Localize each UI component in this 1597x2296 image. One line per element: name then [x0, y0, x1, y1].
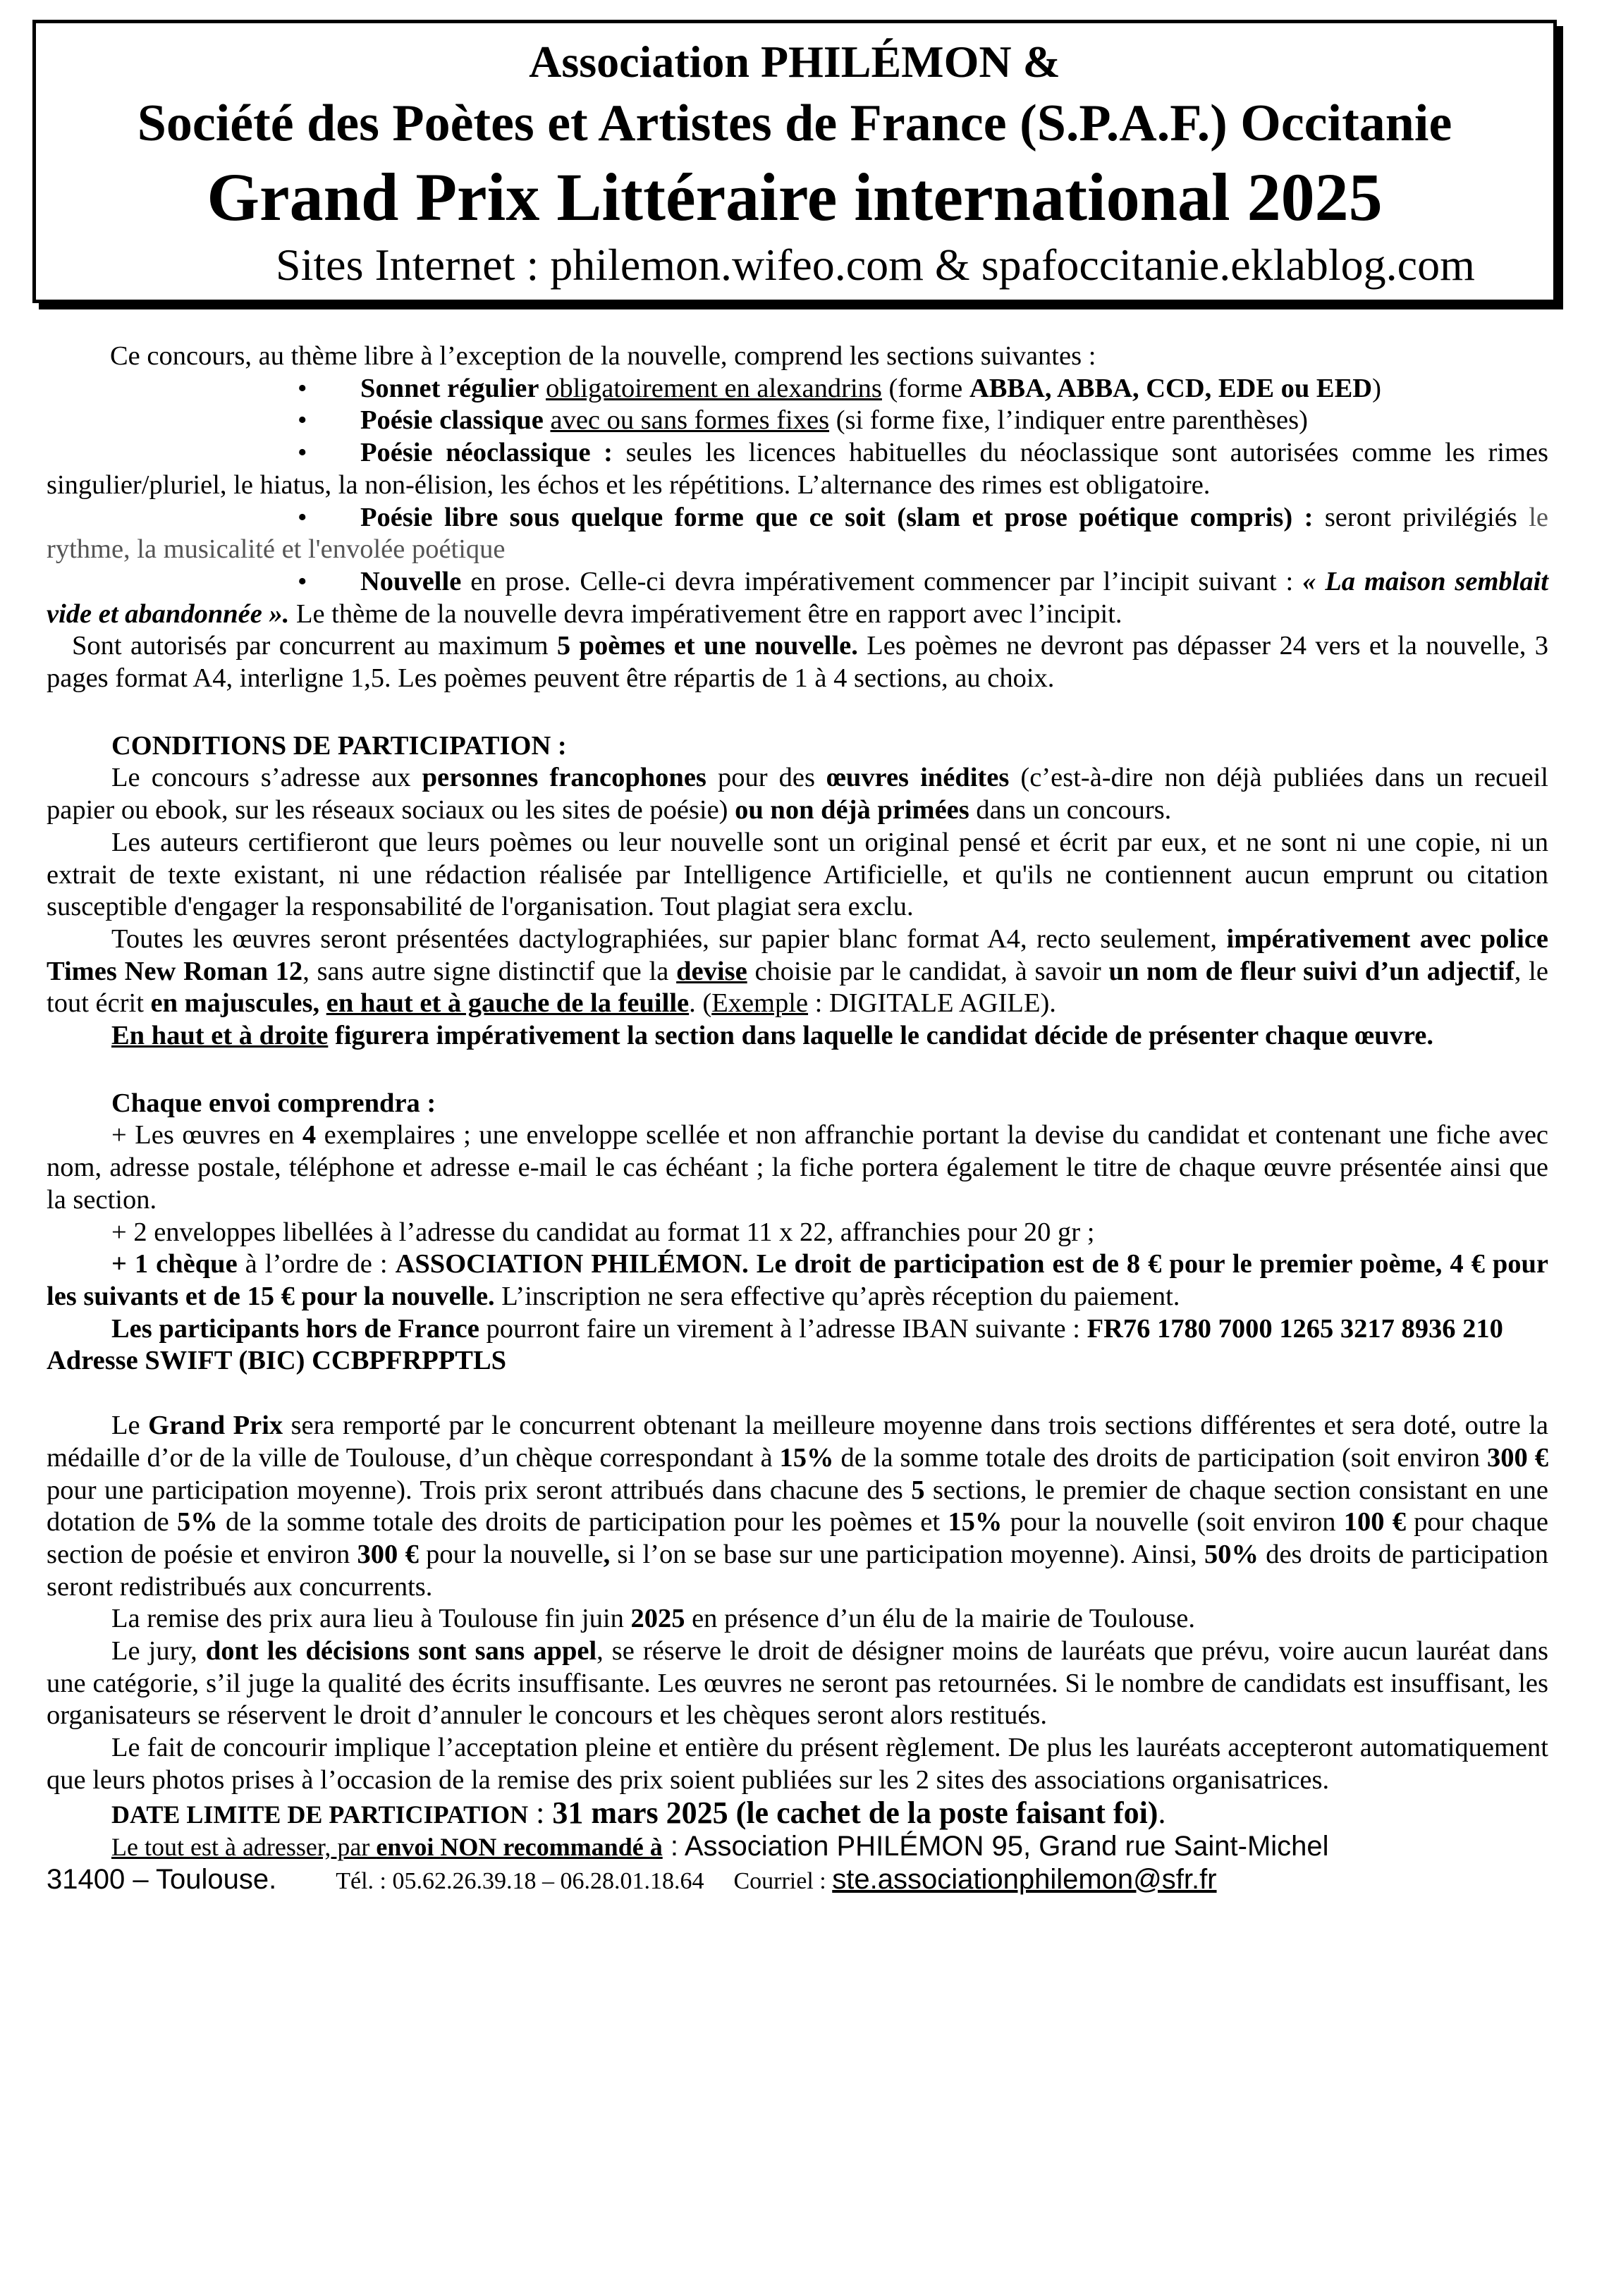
prix-b1: Grand Prix — [148, 1411, 283, 1441]
cond-p3-exemple: Exemple — [711, 988, 809, 1019]
header-association: Association PHILÉMON & — [529, 37, 1060, 87]
prix-t5: sections, le premier de chaque section consistant en une dotation de — [47, 1475, 1548, 1537]
adresse-association: : Association PHILÉMON 95, Grand rue Saint-Michel — [662, 1831, 1329, 1862]
cond-p1-b2: œuvres inédites — [826, 763, 1010, 793]
header-sites: Sites Internet : philemon.wifeo.com & spafoccitanie.eklablog.com — [276, 240, 1475, 290]
sonnet-form: ABBA, ABBA, CCD, EDE ou EED — [969, 373, 1373, 403]
prix-t11: des droits de participation seront redistribués aux concurrents. — [47, 1539, 1548, 1602]
header-spaf: Société des Poètes et Artistes de France (S.P.A.F.) Occitanie — [137, 94, 1452, 152]
prix-p2-t1: La remise des prix aura lieu à Toulouse fin juin — [111, 1604, 631, 1634]
prix-t4: pour une participation moyenne). Trois prix seront attribués dans chacune des — [47, 1475, 912, 1505]
date-limite-sep: : — [528, 1795, 553, 1830]
prix-b8: 300 € — [357, 1539, 419, 1569]
email-link[interactable]: ste.associationphilemon@sfr.fr — [832, 1863, 1217, 1895]
adresse-intro: Le tout est à adresser, par — [111, 1833, 377, 1862]
conditions-p1 — [47, 762, 1548, 826]
date-limite — [47, 1797, 1548, 1831]
prix-t8: pour chaque section de poésie et environ — [47, 1507, 1548, 1569]
prix-p3 — [47, 1635, 1548, 1732]
bullet-icon: • — [298, 566, 307, 596]
conditions-title: CONDITIONS DE PARTICIPATION : — [111, 730, 567, 761]
section-neoclassique — [47, 437, 1548, 501]
sonnet-title: Sonnet régulier — [360, 373, 539, 403]
prix-t6: de la somme totale des droits de participation pour les poèmes et — [217, 1507, 948, 1537]
date-limite-label: DATE LIMITE DE PARTICIPATION — [111, 1800, 529, 1829]
header-grand-prix: Grand Prix Littéraire international 2025 — [207, 159, 1383, 235]
sonnet-rule: obligatoirement en alexandrins — [546, 373, 882, 403]
nouvelle-title: Nouvelle — [360, 566, 462, 596]
incipit-part-2: maison semblait vide et abandonnée ». — [47, 566, 1548, 629]
adresse-courriel-label: Courriel : — [733, 1867, 833, 1894]
prix-b6: 15% — [948, 1507, 1003, 1537]
cond-p3-t6: : DIGITALE AGILE). — [808, 988, 1056, 1019]
prix-b4: 5 — [911, 1475, 925, 1505]
conditions-p4 — [47, 1020, 1548, 1052]
cond-p3-t2: , sans autre signe distinctif que la — [302, 956, 677, 986]
conditions-p2: Les auteurs certifieront que leurs poèmes ou leur nouvelle sont un original pensé et écrit par eux, et ne sont ni une copie, ni un extrait de texte existant, ni une rédaction réalisée par Intelligence Artificielle, et qu'ils ne contiennent aucun emprunt ou citation susceptible d'engager la responsabilité de l'organisation. Tout plagiat sera exclu. — [47, 827, 1548, 922]
prix-p3-t2: , se réserve le droit de désigner moins de lauréats que prévu, voire aucun lauréat dans une catégorie, s’il juge la qualité des écrits insuffisante. Les œuvres ne seront pas retournées. Si le nombre de candidats est insuffisant, les organisateurs se réservent le droit d’annuler le concours et les chèques seront alors restitués. — [47, 1636, 1548, 1731]
cond-p4-text: figurera impérativement la section dans laquelle le candidat décide de présenter chaque œuvre. — [328, 1021, 1433, 1051]
cond-p3-t5: . ( — [689, 988, 712, 1019]
bullet-icon: • — [298, 373, 307, 403]
spacer — [47, 1377, 1548, 1410]
adresse-ville: 31400 – Toulouse. — [47, 1863, 277, 1895]
cond-p1-t4: dans un concours. — [969, 795, 1172, 825]
cond-p3-t4: , le tout écrit — [47, 956, 1548, 1019]
cond-p4-position: En haut et à droite — [111, 1021, 329, 1051]
section-nouvelle — [47, 566, 1548, 630]
autorises-text-2: Les poèmes ne devront pas dépasser 24 vers et la nouvelle, 3 pages format A4, interligne 1,5. Les poèmes peuvent être répartis de 1 à 4 sections, au choix. — [47, 631, 1548, 694]
prix-t9: pour la nouvelle — [418, 1539, 604, 1569]
date-limite-value: 31 mars 2025 (le cachet de la poste faisant foi) — [552, 1795, 1158, 1830]
cond-p1-t2: pour des — [706, 763, 827, 793]
prix-p2-t2: en présence d’un élu de la mairie de Toulouse. — [685, 1604, 1196, 1634]
bullet-icon: • — [298, 405, 307, 436]
cond-p3-devise: devise — [676, 956, 747, 986]
cond-p3-t3: choisie par le candidat, à savoir — [747, 956, 1109, 986]
envoi-p3 — [47, 1248, 1548, 1313]
cond-p3-b3: en majuscules, — [150, 988, 326, 1019]
envoi-p1-t2: exemplaires ; une enveloppe scellée et non affranchie portant la devise du candidat et contenant une fiche avec nom, adresse postale, téléphone et adresse e-mail le cas échéant ; la fiche portera également le titre de chaque œuvre présentée ainsi que la section. — [47, 1120, 1548, 1215]
envoi-p4-b1: Les participants hors de France — [111, 1313, 479, 1344]
prix-p2-b1: 2025 — [630, 1604, 685, 1634]
envoi-p1-t1: + Les œuvres en — [111, 1120, 302, 1150]
adresse-line-2 — [47, 1864, 1548, 1898]
cond-p1-t1: Le concours s’adresse aux — [111, 763, 422, 793]
classique-rule: avec ou sans formes fixes — [550, 405, 830, 436]
incipit-part-1: « La — [1302, 566, 1356, 596]
prix-b5: 5% — [177, 1507, 218, 1537]
libre-grey-text: le rythme, la musicalité et l'envolée poétique — [47, 502, 1549, 565]
date-limite-end: . — [1158, 1795, 1166, 1830]
libre-text-2: privilégiés — [1402, 502, 1529, 532]
classique-title: Poésie classique — [360, 405, 544, 436]
prix-p2 — [47, 1603, 1548, 1635]
cond-p3-b2: un nom de fleur suivi d’un adjectif — [1108, 956, 1515, 986]
prix-b3: 300 € — [1487, 1442, 1549, 1473]
sonnet-close: ) — [1372, 373, 1381, 403]
conditions-p3 — [47, 923, 1548, 1020]
neo-text-1: seules les licences habituelles du néoclassique sont autorisées comme les — [612, 438, 1475, 468]
classique-text: (si forme fixe, l’indiquer entre parenthèses) — [829, 405, 1308, 436]
section-classique — [47, 405, 1548, 437]
rules-body — [47, 340, 1548, 1898]
adresse-non-recommande: envoi NON recommandé à — [376, 1833, 663, 1862]
envoi-title: Chaque envoi comprendra : — [111, 1088, 436, 1118]
envoi-p1-b1: 4 — [302, 1120, 317, 1150]
header-box — [32, 20, 1557, 303]
cond-p3-t1: Toutes les œuvres seront présentées dactylographiées, sur papier blanc format A4, recto seulement, — [111, 923, 1227, 954]
prix-t10: si l’on se base sur une participation moyenne). Ainsi, — [610, 1539, 1204, 1569]
prix-p3-t1: Le jury, — [111, 1636, 206, 1666]
envoi-p3-t2: L’inscription ne sera effective qu’après réception du paiement. — [494, 1281, 1180, 1311]
prix-p1 — [47, 1410, 1548, 1603]
envoi-p3-b2: ASSOCIATION PHILÉMON. Le droit de participation est de 8 € pour le premier poème, 4 € pour les suivants et de 15 € pour la nouvelle. — [47, 1249, 1548, 1311]
cond-p1-b1: personnes francophones — [422, 763, 706, 793]
prix-b10: 50% — [1204, 1539, 1259, 1569]
section-libre — [47, 502, 1548, 566]
adresse-line-1 — [47, 1831, 1548, 1864]
sonnet-text: (forme — [881, 373, 969, 403]
prix-t7: pour la nouvelle (soit environ — [1002, 1507, 1344, 1537]
cond-p1-t3: (c’est-à-dire non déjà publiées dans un recueil papier ou ebook, sur les réseaux sociaux ou les sites de poésie) — [47, 763, 1548, 825]
envoi-p3-b1: + 1 chèque — [111, 1249, 238, 1279]
autorises-bold: 5 poèmes et une nouvelle. — [556, 631, 858, 661]
cond-p1-b3: ou non déjà primées — [735, 795, 969, 825]
prix-p3-b1: dont les décisions sont sans appel — [205, 1636, 597, 1666]
envoi-p4-iban: FR76 1780 7000 1265 3217 8936 210 Adresse SWIFT (BIC) CCBPFRPPTLS — [47, 1313, 1536, 1376]
libre-text-1: seront — [1313, 502, 1391, 532]
bullet-icon: • — [298, 438, 307, 468]
autorises-paragraph — [47, 630, 1548, 694]
neo-text-2: rimes singulier/pluriel, le hiatus, la non-élision, les échos et les répétitions. L’alternance des rimes est obligatoire. — [47, 438, 1549, 500]
envoi-p4-t1: pourront faire un virement à l’adresse IBAN suivante : — [479, 1313, 1087, 1344]
envoi-p3-t1: à l’ordre de : — [237, 1249, 396, 1279]
prix-b7: 100 € — [1343, 1507, 1406, 1537]
nouvelle-text-1: en prose. Celle-ci devra impérativement commencer par l’incipit suivant : — [461, 566, 1303, 596]
cond-p3-position: en haut et à gauche de la feuille — [326, 988, 690, 1019]
cond-p3-b1: impérativement avec police Times New Roman 12 — [47, 923, 1548, 986]
envoi-p1 — [47, 1119, 1548, 1216]
prix-t1: Le — [111, 1411, 149, 1441]
prix-b9: , — [603, 1539, 611, 1569]
libre-title: Poésie libre sous quelque forme que ce soit (slam et prose poétique compris) : — [360, 502, 1314, 532]
neo-title: Poésie néoclassique : — [360, 438, 613, 468]
prix-b2: 15% — [779, 1442, 834, 1473]
prix-t3: de la somme totale des droits de participation (soit environ — [833, 1442, 1488, 1473]
prix-p4: Le fait de concourir implique l’acceptation pleine et entière du présent règlement. De plus les lauréats accepteront automatiquement que leurs photos prises à l’occasion de la remise des prix soient publiées sur les 2 sites des associations organisatrices. — [47, 1733, 1548, 1795]
nouvelle-text-2: Le thème de la nouvelle devra impérativement être en rapport avec l’incipit. — [289, 598, 1122, 629]
adresse-telephone: Tél. : 05.62.26.39.18 – 06.28.01.18.64 — [336, 1867, 704, 1894]
prix-t2: sera remporté par le concurrent obtenant la meilleure moyenne dans trois sections différentes et sera doté, outre la médaille d’or de la ville de Toulouse, d’un chèque correspondant à — [47, 1411, 1549, 1473]
envoi-p2: + 2 enveloppes libellées à l’adresse du candidat au format 11 x 22, affranchies pour 20 gr ; — [111, 1217, 1095, 1247]
intro-text: Ce concours, au thème libre à l’exception de la nouvelle, comprend les sections suivantes : — [110, 341, 1096, 371]
autorises-text-1: Sont autorisés par concurrent au maximum — [72, 631, 557, 661]
bullet-icon: • — [298, 502, 307, 532]
envoi-p4 — [47, 1313, 1548, 1377]
section-sonnet — [47, 373, 1548, 405]
